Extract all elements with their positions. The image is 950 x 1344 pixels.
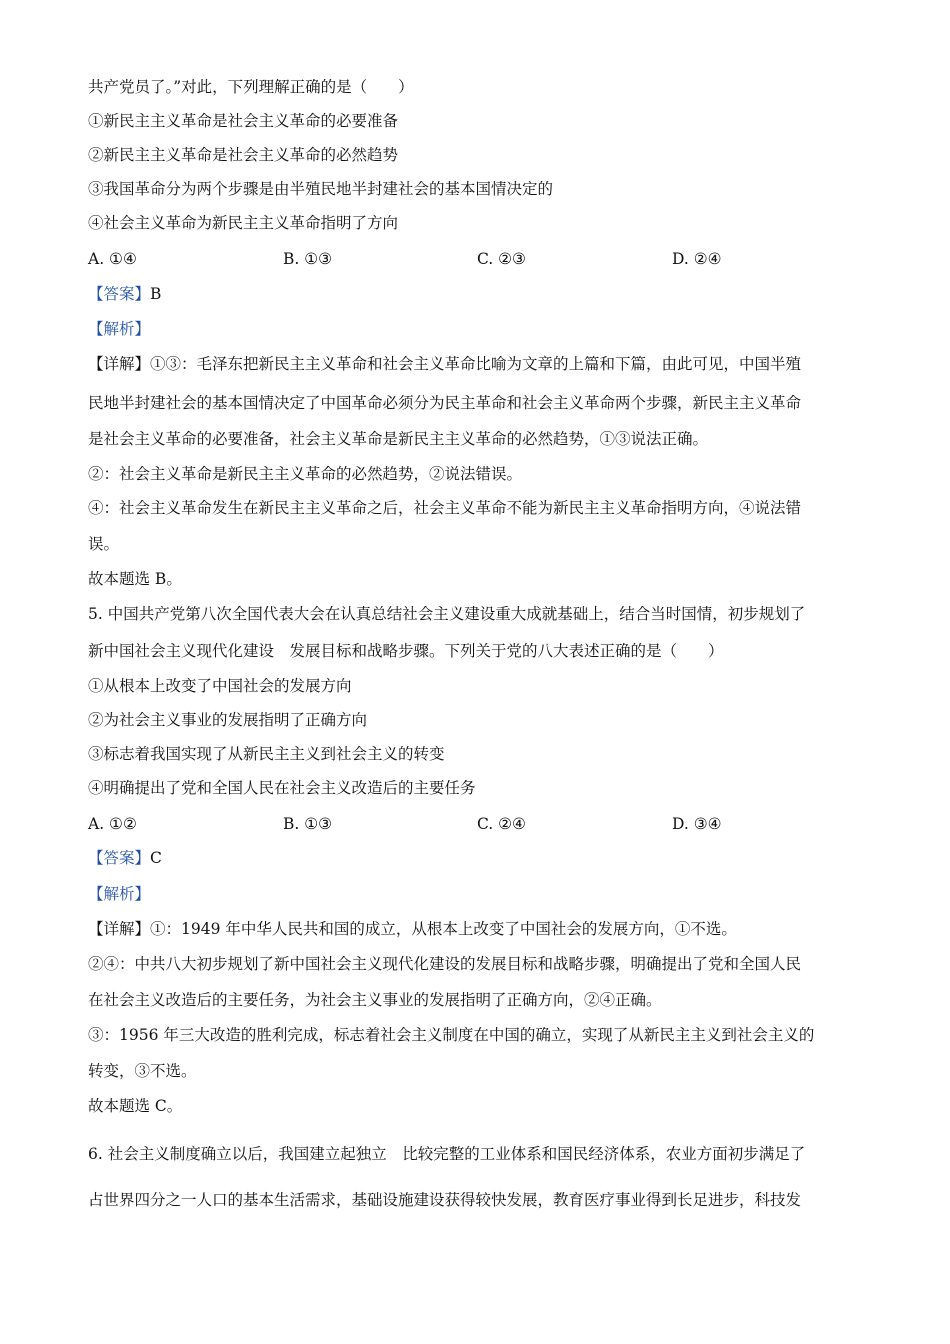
q4-detail-line-6: 误。: [88, 535, 120, 553]
q5-statement-2: ②为社会主义事业的发展指明了正确方向: [88, 711, 368, 729]
q5-stem-line-2: 新中国社会主义现代化建设 发展目标和战略步骤。下列关于党的八大表述正确的是（ ）: [88, 642, 724, 660]
q4-statement-3: ③我国革命分为两个步骤是由半殖民地半封建社会的基本国情决定的: [88, 180, 554, 198]
q4-option-a: A. ①④: [88, 250, 137, 268]
q5-analysis-label: [88, 883, 862, 905]
q4-answer-value: B: [150, 285, 162, 303]
q5-detail-line-5: 转变，③不选。: [88, 1062, 197, 1080]
q4-analysis-label: [88, 318, 862, 340]
q5-detail-text-1: ①：1949 年中华人民共和国的成立，从根本上改变了中国社会的发展方向，①不选。: [150, 920, 737, 938]
q5-analysis-tag: 【解析】: [88, 885, 151, 903]
q4-option-b: B. ①③: [283, 250, 333, 268]
q5-statement-4: ④明确提出了党和全国人民在社会主义改造后的主要任务: [88, 779, 476, 797]
q5-statement-1: ①从根本上改变了中国社会的发展方向: [88, 677, 352, 695]
q5-option-a: A. ①②: [88, 815, 137, 833]
q4-stem-tail: 共产党员了。”对此，下列理解正确的是（ ）: [88, 78, 414, 96]
q5-detail-line-2: ②④：中共八大初步规划了新中国社会主义现代化建设的发展目标和战略步骤，明确提出了党和全国人民: [88, 955, 802, 973]
q5-conclusion: 故本题选 C。: [88, 1097, 183, 1115]
q4-option-c: C. ②③: [477, 250, 526, 268]
q5-stem-line-1: 5. 中国共产党第八次全国代表大会在认真总结社会主义建设重大成就基础上，结合当时国情，初步规划了: [88, 605, 806, 623]
q4-detail-line-2: 民地半封建社会的基本国情决定了中国革命必须分为民主革命和社会主义革命两个步骤，新民主主义革命: [88, 394, 802, 412]
q4-analysis-tag: 【解析】: [88, 320, 151, 338]
q4-detail-text-1: ①③：毛泽东把新民主主义革命和社会主义革命比喻为文章的上篇和下篇，由此可见，中国半殖: [150, 355, 802, 373]
q4-detail-line-5: ④：社会主义革命发生在新民主主义革命之后，社会主义革命不能为新民主主义革命指明方向，④说法错: [88, 499, 802, 517]
q4-detail-label: 【详解】: [88, 355, 151, 373]
q4-answer-label: 【答案】: [88, 285, 151, 303]
q5-detail-line-3: 在社会主义改造后的主要任务，为社会主义事业的发展指明了正确方向，②④正确。: [88, 991, 662, 1009]
q5-answer: [88, 847, 862, 869]
q5-option-d: D. ③④: [672, 815, 722, 833]
q4-detail-line-1: [88, 353, 862, 375]
q5-statement-3: ③标志着我国实现了从新民主主义到社会主义的转变: [88, 745, 445, 763]
q4-statement-2: ②新民主主义革命是社会主义革命的必然趋势: [88, 146, 399, 164]
q6-stem-line-2: 占世界四分之一人口的基本生活需求，基础设施建设获得较快发展，教育医疗事业得到长足进步，科技发: [88, 1191, 802, 1209]
q5-answer-value: C: [150, 849, 162, 867]
q5-option-b: B. ①③: [283, 815, 333, 833]
q5-detail-label: 【详解】: [88, 920, 151, 938]
q5-option-c: C. ②④: [477, 815, 526, 833]
q4-statement-4: ④社会主义革命为新民主主义革命指明了方向: [88, 214, 399, 232]
q4-conclusion: 故本题选 B。: [88, 570, 182, 588]
q5-detail-line-1: [88, 918, 862, 940]
q5-detail-line-4: ③：1956 年三大改造的胜利完成，标志着社会主义制度在中国的确立，实现了从新民主主义到社会主义的: [88, 1026, 815, 1044]
q4-answer: [88, 283, 862, 305]
q5-answer-label: 【答案】: [88, 849, 151, 867]
q4-detail-line-4: ②：社会主义革命是新民主主义革命的必然趋势，②说法错误。: [88, 465, 523, 483]
q6-stem-line-1: 6. 社会主义制度确立以后，我国建立起独立 比较完整的工业体系和国民经济体系，农业方面初步满足了: [88, 1145, 806, 1163]
q4-statement-1: ①新民主主义革命是社会主义革命的必要准备: [88, 112, 399, 130]
q4-option-d: D. ②④: [672, 250, 722, 268]
q4-detail-line-3: 是社会主义革命的必要准备，社会主义革命是新民主主义革命的必然趋势，①③说法正确。: [88, 430, 709, 448]
